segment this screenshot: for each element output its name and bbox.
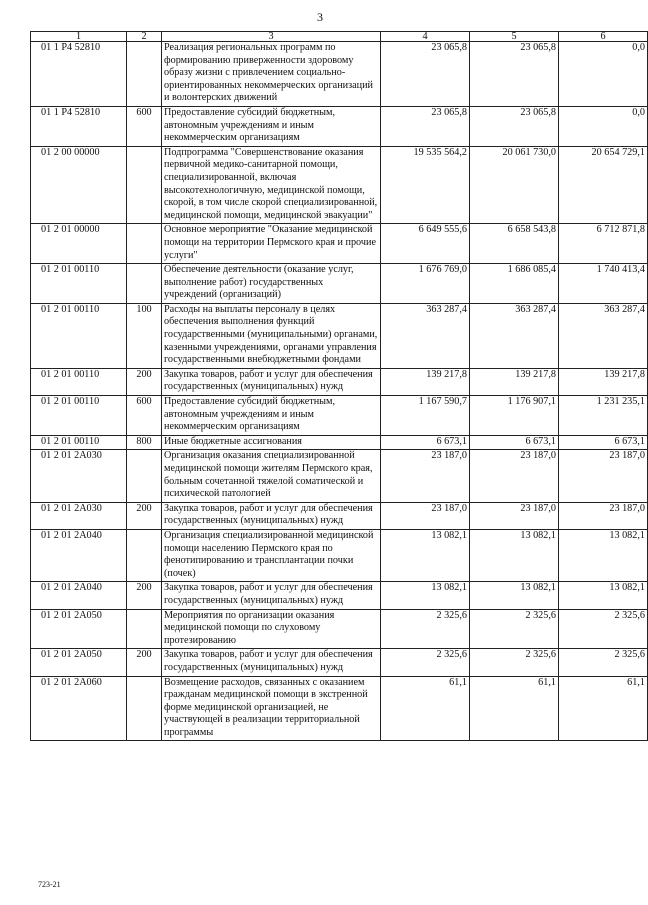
amount-col4-cell: 2 325,6 xyxy=(381,609,470,649)
table-row xyxy=(31,146,648,224)
budget-code-cell: 01 1 P4 52810 xyxy=(31,106,127,146)
amount-col5-cell: 23 187,0 xyxy=(470,450,559,502)
page-number: 3 xyxy=(317,10,323,24)
amount-col6-cell: 0,0 xyxy=(559,106,648,146)
expense-type-cell xyxy=(127,529,162,581)
item-name-cell: Расходы на выплаты персоналу в целях обеспечения выполнения функций государственными (муниципальными) органами, казенными учреждениями, органами управления государственными внебюджетными фондами xyxy=(162,303,381,368)
header-cell: 5 xyxy=(470,32,559,42)
header-cell: 2 xyxy=(127,32,162,42)
item-name-cell: Организация специализированной медицинской помощи населению Пермского края по фенотипированию и трансплантации почки (почек) xyxy=(162,529,381,581)
table-header-row xyxy=(31,32,648,42)
expense-type-cell: 800 xyxy=(127,435,162,450)
expense-type-cell xyxy=(127,450,162,502)
budget-code-cell: 01 2 01 2A040 xyxy=(31,582,127,609)
header-cell: 1 xyxy=(31,32,127,42)
table-row xyxy=(31,303,648,368)
amount-col4-cell: 1 676 769,0 xyxy=(381,264,470,304)
table-row xyxy=(31,264,648,304)
amount-col5-cell: 13 082,1 xyxy=(470,582,559,609)
budget-code-cell: 01 2 01 00110 xyxy=(31,435,127,450)
table-row xyxy=(31,676,648,741)
expense-type-cell: 200 xyxy=(127,582,162,609)
amount-col6-cell: 6 673,1 xyxy=(559,435,648,450)
header-cell: 3 xyxy=(162,32,381,42)
expense-type-cell xyxy=(127,676,162,741)
amount-col5-cell: 6 658 543,8 xyxy=(470,224,559,264)
document-code: 723-21 xyxy=(38,880,61,889)
amount-col6-cell: 6 712 871,8 xyxy=(559,224,648,264)
expense-type-cell: 600 xyxy=(127,396,162,436)
expense-type-cell: 600 xyxy=(127,106,162,146)
table-row xyxy=(31,368,648,395)
amount-col5-cell: 13 082,1 xyxy=(470,529,559,581)
table-row xyxy=(31,42,648,107)
amount-col6-cell: 2 325,6 xyxy=(559,609,648,649)
amount-col4-cell: 6 673,1 xyxy=(381,435,470,450)
item-name-cell: Мероприятия по организации оказания медицинской помощи по слуховому протезированию xyxy=(162,609,381,649)
amount-col5-cell: 23 065,8 xyxy=(470,106,559,146)
amount-col6-cell: 0,0 xyxy=(559,42,648,107)
expense-type-cell: 200 xyxy=(127,649,162,676)
expense-type-cell: 200 xyxy=(127,502,162,529)
budget-code-cell: 01 2 01 2A050 xyxy=(31,609,127,649)
amount-col6-cell: 139 217,8 xyxy=(559,368,648,395)
expense-type-cell xyxy=(127,224,162,264)
item-name-cell: Закупка товаров, работ и услуг для обеспечения государственных (муниципальных) нужд xyxy=(162,582,381,609)
amount-col5-cell: 363 287,4 xyxy=(470,303,559,368)
budget-code-cell: 01 2 01 00110 xyxy=(31,368,127,395)
amount-col6-cell: 23 187,0 xyxy=(559,450,648,502)
amount-col4-cell: 23 187,0 xyxy=(381,450,470,502)
budget-table xyxy=(30,31,648,741)
item-name-cell: Основное мероприятие "Оказание медицинской помощи на территории Пермского края и прочие услуги" xyxy=(162,224,381,264)
item-name-cell: Закупка товаров, работ и услуг для обеспечения государственных (муниципальных) нужд xyxy=(162,502,381,529)
amount-col4-cell: 6 649 555,6 xyxy=(381,224,470,264)
item-name-cell: Организация оказания специализированной медицинской помощи жителям Пермского края, больным сочетанной тяжелой соматической и психической патологией xyxy=(162,450,381,502)
amount-col5-cell: 1 176 907,1 xyxy=(470,396,559,436)
budget-code-cell: 01 2 01 2A050 xyxy=(31,649,127,676)
amount-col5-cell: 6 673,1 xyxy=(470,435,559,450)
amount-col6-cell: 1 740 413,4 xyxy=(559,264,648,304)
table-row xyxy=(31,609,648,649)
expense-type-cell xyxy=(127,609,162,649)
budget-code-cell: 01 2 01 2A040 xyxy=(31,529,127,581)
amount-col6-cell: 61,1 xyxy=(559,676,648,741)
budget-code-cell: 01 2 01 00110 xyxy=(31,264,127,304)
table-row xyxy=(31,582,648,609)
table-row xyxy=(31,435,648,450)
amount-col4-cell: 139 217,8 xyxy=(381,368,470,395)
amount-col6-cell: 13 082,1 xyxy=(559,529,648,581)
table-row xyxy=(31,224,648,264)
budget-code-cell: 01 2 01 00110 xyxy=(31,396,127,436)
amount-col4-cell: 13 082,1 xyxy=(381,529,470,581)
budget-code-cell: 01 2 01 2A030 xyxy=(31,450,127,502)
item-name-cell: Предоставление субсидий бюджетным, автономным учреждениям и иным некоммерческим организациям xyxy=(162,396,381,436)
expense-type-cell xyxy=(127,264,162,304)
amount-col5-cell: 61,1 xyxy=(470,676,559,741)
amount-col5-cell: 2 325,6 xyxy=(470,649,559,676)
budget-code-cell: 01 2 01 2A030 xyxy=(31,502,127,529)
table-body xyxy=(31,42,648,741)
table-row xyxy=(31,529,648,581)
amount-col5-cell: 1 686 085,4 xyxy=(470,264,559,304)
amount-col5-cell: 23 187,0 xyxy=(470,502,559,529)
item-name-cell: Закупка товаров, работ и услуг для обеспечения государственных (муниципальных) нужд xyxy=(162,649,381,676)
item-name-cell: Реализация региональных программ по формированию приверженности здоровому образу жизни с привлечением социально-ориентированных некоммерческих организаций и волонтерских движений xyxy=(162,42,381,107)
amount-col4-cell: 23 065,8 xyxy=(381,106,470,146)
amount-col6-cell: 2 325,6 xyxy=(559,649,648,676)
item-name-cell: Подпрограмма "Совершенствование оказания первичной медико-санитарной помощи, специализированной, включая высокотехнологичную, медицинской помощи, скорой, в том числе скорой специализированной, медицинской помощи, медицинской эвакуации" xyxy=(162,146,381,224)
table-row xyxy=(31,649,648,676)
amount-col4-cell: 61,1 xyxy=(381,676,470,741)
expense-type-cell: 100 xyxy=(127,303,162,368)
amount-col5-cell: 139 217,8 xyxy=(470,368,559,395)
budget-code-cell: 01 2 01 2A060 xyxy=(31,676,127,741)
amount-col4-cell: 2 325,6 xyxy=(381,649,470,676)
amount-col6-cell: 13 082,1 xyxy=(559,582,648,609)
amount-col6-cell: 363 287,4 xyxy=(559,303,648,368)
header-cell: 4 xyxy=(381,32,470,42)
expense-type-cell xyxy=(127,146,162,224)
table-row xyxy=(31,502,648,529)
amount-col4-cell: 1 167 590,7 xyxy=(381,396,470,436)
amount-col4-cell: 13 082,1 xyxy=(381,582,470,609)
budget-code-cell: 01 1 P4 52810 xyxy=(31,42,127,107)
amount-col5-cell: 20 061 730,0 xyxy=(470,146,559,224)
amount-col4-cell: 19 535 564,2 xyxy=(381,146,470,224)
amount-col6-cell: 23 187,0 xyxy=(559,502,648,529)
item-name-cell: Закупка товаров, работ и услуг для обеспечения государственных (муниципальных) нужд xyxy=(162,368,381,395)
amount-col6-cell: 20 654 729,1 xyxy=(559,146,648,224)
amount-col5-cell: 23 065,8 xyxy=(470,42,559,107)
amount-col4-cell: 23 187,0 xyxy=(381,502,470,529)
header-cell: 6 xyxy=(559,32,648,42)
budget-code-cell: 01 2 01 00110 xyxy=(31,303,127,368)
table-row xyxy=(31,396,648,436)
amount-col4-cell: 23 065,8 xyxy=(381,42,470,107)
item-name-cell: Возмещение расходов, связанных с оказанием гражданам медицинской помощи в экстренной форме медицинской организацией, не участвующей в реализации территориальной программы xyxy=(162,676,381,741)
budget-code-cell: 01 2 01 00000 xyxy=(31,224,127,264)
expense-type-cell xyxy=(127,42,162,107)
table-row xyxy=(31,106,648,146)
amount-col4-cell: 363 287,4 xyxy=(381,303,470,368)
amount-col6-cell: 1 231 235,1 xyxy=(559,396,648,436)
item-name-cell: Иные бюджетные ассигнования xyxy=(162,435,381,450)
table-row xyxy=(31,450,648,502)
amount-col5-cell: 2 325,6 xyxy=(470,609,559,649)
expense-type-cell: 200 xyxy=(127,368,162,395)
budget-code-cell: 01 2 00 00000 xyxy=(31,146,127,224)
item-name-cell: Предоставление субсидий бюджетным, автономным учреждениям и иным некоммерческим организациям xyxy=(162,106,381,146)
item-name-cell: Обеспечение деятельности (оказание услуг, выполнение работ) государственных учреждений (организаций) xyxy=(162,264,381,304)
